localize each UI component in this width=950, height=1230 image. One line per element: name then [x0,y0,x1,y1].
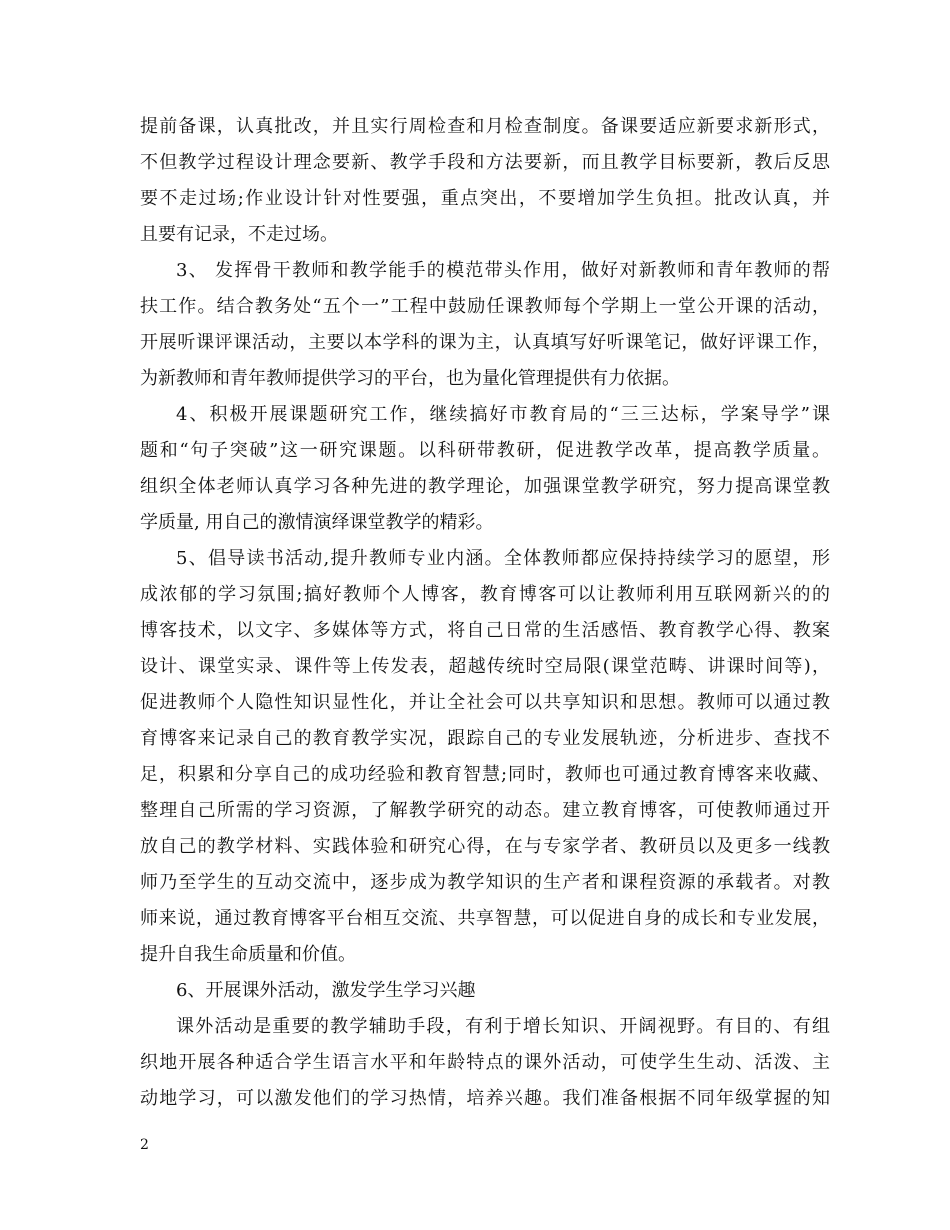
text-line: 师乃至学生的互动交流中，逐步成为教学知识的生产者和课程资源的承载者。对教 [140,872,830,893]
text-line: 师来说，通过教育博客平台相互交流、共享智慧，可以促进自身的成长和专业发展， [140,908,830,929]
text-line: 整理自己所需的学习资源，了解教学研究的动态。建立教育博客，可使教师通过开 [140,800,830,821]
text-line: 3、 发挥骨干教师和教学能手的模范带头作用，做好对新教师和青年教师的帮 [176,260,830,281]
text-line: 提前备课，认真批改，并且实行周检查和月检查制度。备课要适应新要求新形式， [140,116,830,137]
text-line: 不但教学过程设计理念要新、教学手段和方法要新，而且教学目标要新，教后反思 [140,152,830,173]
text-line: 放自己的教学材料、实践体验和研究心得，在与专家学者、教研员以及更多一线教 [140,836,830,857]
text-line: 组织全体老师认真学习各种先进的教学理论，加强课堂教学研究，努力提高课堂教 [140,476,830,497]
text-line: 成浓郁的学习氛围;搞好教师个人博客，教育博客可以让教师利用互联网新兴的的 [140,584,830,605]
text-line: 动地学习，可以激发他们的学习热情，培养兴趣。我们准备根据不同年级掌握的知 [140,1088,830,1109]
text-line: 开展听课评课活动，主要以本学科的课为主，认真填写好听课笔记，做好评课工作， [140,332,830,353]
text-line: 扶工作。结合教务处“五个一”工程中鼓励任课教师每个学期上一堂公开课的活动， [140,296,830,317]
section-heading: 6、开展课外活动，激发学生学习兴趣 [176,980,476,1001]
text-line: 提升自我生命质量和价值。 [140,944,356,965]
page-number: 2 [140,1137,149,1153]
text-line: 题和“句子突破”这一研究课题。以科研带教研，促进教学改革，提高教学质量。 [140,440,830,461]
text-line: 织地开展各种适合学生语言水平和年龄特点的课外活动，可使学生生动、活泼、主 [140,1052,830,1073]
text-line: 育博客来记录自己的教育教学实况，跟踪自己的专业发展轨迹，分析进步、查找不 [140,728,830,749]
text-line: 促进教师个人隐性知识显性化，并让全社会可以共享知识和思想。教师可以通过教 [140,692,830,713]
text-line: 学质量, 用自己的激情演绎课堂教学的精彩。 [140,512,494,533]
text-line: 要不走过场;作业设计针对性要强，重点突出，不要增加学生负担。批改认真，并 [140,188,830,209]
text-line: 设计、课堂实录、课件等上传发表，超越传统时空局限(课堂范畴、讲课时间等)， [140,656,830,677]
text-line: 博客技术，以文字、多媒体等方式，将自己日常的生活感悟、教育教学心得、教案 [140,620,830,641]
text-line: 课外活动是重要的教学辅助手段，有利于增长知识、开阔视野。有目的、有组 [176,1016,830,1037]
text-line: 4、积极开展课题研究工作，继续搞好市教育局的“三三达标，学案导学”课 [176,404,830,425]
text-line: 5、倡导读书活动,提升教师专业内涵。全体教师都应保持持续学习的愿望，形 [176,548,830,569]
text-line: 且要有记录，不走过场。 [140,224,338,245]
text-line: 为新教师和青年教师提供学习的平台，也为量化管理提供有力依据。 [140,368,680,389]
text-line: 足，积累和分享自己的成功经验和教育智慧;同时，教师也可通过教育博客来收藏、 [140,764,830,785]
